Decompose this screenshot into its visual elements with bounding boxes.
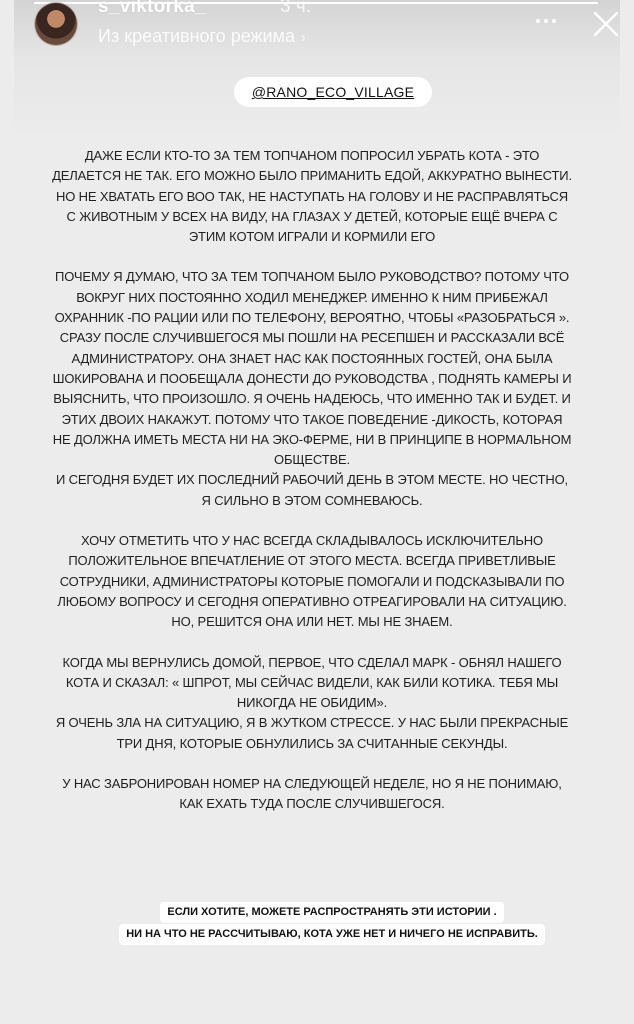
- story-paragraph-2: ПОЧЕМУ Я ДУМАЮ, ЧТО ЗА ТЕМ ТОПЧАНОМ БЫЛО РУКОВОДСТВО? ПОТОМУ ЧТО ВОКРУГ НИХ ПОСТОЯННО ХОДИЛ МЕНЕДЖЕР. ИМЕННО К НИМ ПРИБЕЖАЛ ОХРАННИК -ПО РАЦИИ ИЛИ ПО ТЕЛЕФОНУ, ВЕРОЯТНО, ЧТОБЫ «РАЗОБРАТЬСЯ ». СРАЗУ ПОСЛЕ СЛУЧИВШЕГОСЯ МЫ ПОШЛИ НА РЕСЕПШЕН И РАССКАЗАЛИ ВСЁ АДМИНИСТРАТОРУ. ОНА ЗНАЕТ НАС КАК ПОСТОЯННЫХ ГОСТЕЙ, ОНА БЫЛА ШОКИРОВАНА И ПООБЕЩАЛА ДОНЕСТИ ДО РУКОВОДСТВА , ПОДНЯТЬ КАМЕРЫ И ВЫЯСНИТЬ, ЧТО ПРОИЗОШЛО. Я ОЧЕНЬ НАДЕЮСЬ, ЧТО ИМЕННО ТАК И БУДЕТ. И ЭТИХ ДВОИХ НАКАЖУТ. ПОТОМУ ЧТО ТАКОЕ ПОВЕДЕНИЕ -ДИКОСТЬ, КОТОРАЯ НЕ ДОЛЖНА ИМЕТЬ МЕСТА НИ НА ЭКО-ФЕРМЕ, НИ В ПРИНЦИПЕ В НОРМАЛЬНОМ ОБЩЕСТВЕ. И СЕГОДНЯ БУДЕТ ИХ ПОСЛЕДНИЙ РАБОЧИЙ ДЕНЬ В ЭТОМ МЕСТЕ. НО ЧЕСТНО, Я СИЛЬНО В ЭТОМ СОМНЕВАЮСЬ.: [52, 269, 572, 508]
- story-text: [52, 146, 572, 815]
- story-paragraph-1: ДАЖЕ ЕСЛИ КТО-ТО ЗА ТЕМ ТОПЧАНОМ ПОПРОСИЛ УБРАТЬ КОТА - ЭТО ДЕЛАЕТСЯ НЕ ТАК. ЕГО МОЖНО БЫЛО ПРИМАНИТЬ ЕДОЙ, АККУРАТНО ВЫНЕСТИ. НО НЕ ХВАТАТЬ ЕГО ВОО ТАК, НЕ НАСТУПАТЬ НА ГОЛОВУ И НЕ РАСПРАВЛЯТЬСЯ С ЖИВОТНЫМ У ВСЕХ НА ВИДУ, НА ГЛАЗАХ У ДЕТЕЙ, КОТОРЫЕ ЕЩЁ ВЧЕРА С ЭТИМ КОТОМ ИГРАЛИ И КОРМИЛИ ЕГО: [52, 148, 572, 245]
- story-paragraph-4: КОГДА МЫ ВЕРНУЛИСЬ ДОМОЙ, ПЕРВОЕ, ЧТО СДЕЛАЛ МАРК - ОБНЯЛ НАШЕГО КОТА И СКАЗАЛ: « ШПРОТ, МЫ СЕЙЧАС ВИДЕЛИ, КАК БИЛИ КОТИКА. ТЕБЯ МЫ НИКОГДА НЕ ОБИДИМ». Я ОЧЕНЬ ЗЛА НА СИТУАЦИЮ, Я В ЖУТКОМ СТРЕССЕ. У НАС БЫЛИ ПРЕКРАСНЫЕ ТРИ ДНЯ, КОТОРЫЕ ОБНУЛИЛИСЬ ЗА СЧИТАННЫЕ СЕКУНДЫ.: [55, 654, 569, 751]
- story-source-label: Из креативного режима: [98, 26, 295, 46]
- chevron-right-icon: ›: [301, 29, 306, 45]
- story-paragraph-3: ХОЧУ ОТМЕТИТЬ ЧТО У НАС ВСЕГДА СКЛАДЫВАЛОСЬ ИСКЛЮЧИТЕЛЬНО ПОЛОЖИТЕЛЬНОЕ ВПЕЧАТЛЕНИЕ ОТ ЭТОГО МЕСТА. ВСЕГДА ПРИВЕТЛИВЫЕ СОТРУДНИКИ, АДМИНИСТРАТОРЫ КОТОРЫЕ ПОМОГАЛИ И ПОДСКАЗЫВАЛИ ПО ЛЮБОМУ ВОПРОСУ И СЕГОДНЯ ОПЕРАТИВНО ОТРЕАГИРОВАЛИ НА СИТУАЦИЮ. НО, РЕШИТСЯ ОНА ИЛИ НЕТ. МЫ НЕ ЗНАЕМ.: [57, 533, 567, 630]
- story-paragraph-5: У НАС ЗАБРОНИРОВАН НОМЕР НА СЛЕДУЮЩЕЙ НЕДЕЛЕ, НО Я НЕ ПОНИМАЮ, КАК ЕХАТЬ ТУДА ПОСЛЕ СЛУЧИВШЕГОСЯ.: [62, 776, 562, 812]
- story-source-link[interactable]: [98, 26, 306, 47]
- username[interactable]: s_viktorka_: [98, 0, 206, 17]
- mention-sticker[interactable]: @RANO_ECO_VILLAGE: [234, 77, 432, 107]
- close-icon[interactable]: [590, 8, 620, 40]
- story-viewer[interactable]: [14, 0, 620, 975]
- highlighted-text-block: [94, 902, 570, 945]
- story-timestamp: 3 ч.: [280, 0, 312, 17]
- highlighted-line-2: НИ НА ЧТО НЕ РАССЧИТЫВАЮ, КОТА УЖЕ НЕТ И НИЧЕГО НЕ ИСПРАВИТЬ.: [119, 924, 545, 945]
- more-horizontal-icon[interactable]: [528, 12, 564, 30]
- avatar[interactable]: [34, 2, 78, 46]
- highlighted-line-1: ЕСЛИ ХОТИТЕ, МОЖЕТЕ РАСПРОСТРАНЯТЬ ЭТИ ИСТОРИИ .: [160, 902, 503, 923]
